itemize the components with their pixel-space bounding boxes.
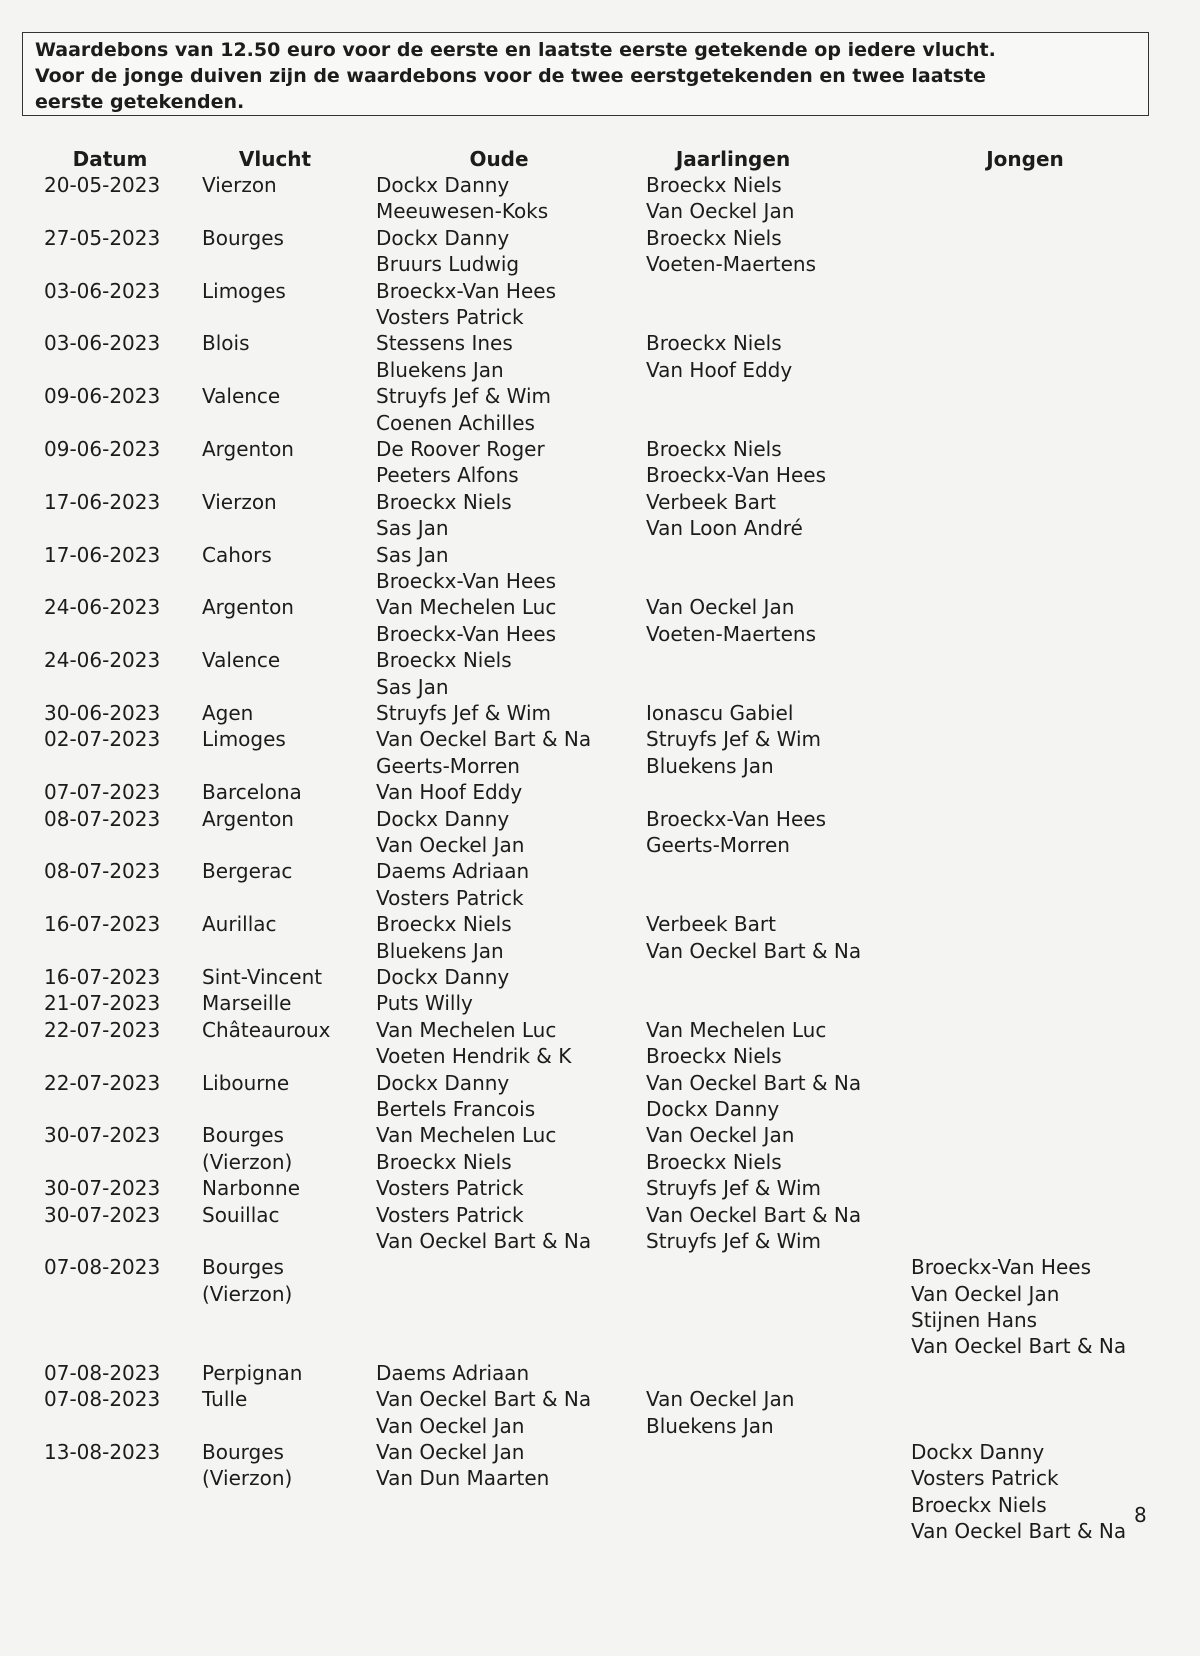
table-row: [0, 990, 1200, 1016]
cell-jaarlingen-line: Struyfs Jef & Wim: [646, 1176, 822, 1201]
cell-datum: [44, 1017, 160, 1043]
cell-datum: [44, 700, 160, 726]
cell-vlucht: [202, 330, 250, 356]
cell-oude-line: Dockx Danny: [376, 964, 510, 989]
cell-oude-line: Vosters Patrick: [376, 885, 524, 910]
cell-vlucht: [202, 806, 294, 832]
cell-jaarlingen: [646, 225, 816, 278]
table-row: [0, 1386, 1200, 1439]
cell-vlucht-line: Aurillac: [202, 912, 277, 937]
cell-vlucht-line: Bourges: [202, 1255, 284, 1280]
cell-datum-line: 08-07-2023: [44, 859, 161, 884]
cell-oude-line: Broeckx-Van Hees: [376, 568, 556, 593]
cell-datum-line: 08-07-2023: [44, 806, 161, 831]
cell-vlucht: [202, 858, 292, 884]
cell-jaarlingen-line: Voeten-Maertens: [646, 621, 816, 646]
cell-jaarlingen: [646, 172, 794, 225]
cell-vlucht: [202, 1439, 292, 1492]
cell-datum-line: 24-06-2023: [44, 648, 161, 673]
cell-oude-line: Van Mechelen Luc: [376, 1123, 557, 1148]
cell-oude: [376, 542, 556, 595]
cell-vlucht: [202, 700, 253, 726]
cell-oude-line: Vosters Patrick: [376, 1176, 524, 1201]
cell-jaarlingen: [646, 1070, 861, 1123]
cell-vlucht-line: Blois: [202, 331, 250, 356]
cell-datum-line: 30-06-2023: [44, 700, 161, 725]
cell-vlucht-line: Argenton: [202, 436, 294, 461]
notice-line: Voor de jonge duiven zijn de waardebons voor de twee eerstgetekenden en twee laatste: [35, 65, 986, 87]
cell-oude-line: Struyfs Jef & Wim: [376, 700, 552, 725]
cell-jaarlingen: [646, 594, 816, 647]
cell-datum: [44, 1202, 160, 1228]
cell-vlucht-line: Barcelona: [202, 780, 302, 805]
cell-vlucht-line: Souillac: [202, 1202, 280, 1227]
cell-vlucht: [202, 911, 277, 937]
cell-datum-line: 30-07-2023: [44, 1202, 161, 1227]
cell-datum: [44, 1439, 160, 1465]
table-row: [0, 330, 1200, 383]
cell-datum: [44, 1386, 160, 1412]
cell-oude-line: Dockx Danny: [376, 806, 510, 831]
voucher-notice-box: [22, 32, 1149, 116]
cell-jaarlingen-line: Verbeek Bart: [646, 912, 776, 937]
cell-oude-line: Peeters Alfons: [376, 463, 519, 488]
cell-jongen-line: Van Oeckel Jan: [911, 1281, 1060, 1306]
table-row: [0, 594, 1200, 647]
cell-vlucht-line: Libourne: [202, 1070, 290, 1095]
cell-jongen: [911, 1254, 1126, 1360]
cell-jaarlingen-line: Van Oeckel Bart & Na: [646, 1202, 862, 1227]
cell-vlucht-line: (Vierzon): [202, 1149, 293, 1174]
cell-jaarlingen: [646, 1386, 794, 1439]
cell-oude-line: Van Oeckel Bart & Na: [376, 1228, 592, 1253]
cell-oude-line: Broeckx Niels: [376, 489, 512, 514]
cell-oude-line: Broeckx Niels: [376, 648, 512, 673]
cell-vlucht-line: Cahors: [202, 542, 272, 567]
cell-oude-line: Bertels Francois: [376, 1096, 536, 1121]
cell-datum: [44, 779, 160, 805]
cell-vlucht: [202, 964, 322, 990]
cell-oude: [376, 1360, 529, 1386]
cell-jaarlingen: [646, 330, 792, 383]
cell-jaarlingen: [646, 911, 861, 964]
cell-datum: [44, 278, 160, 304]
cell-jaarlingen-line: Broeckx Niels: [646, 173, 782, 197]
cell-vlucht: [202, 1202, 280, 1228]
cell-oude: [376, 726, 591, 779]
cell-vlucht-line: Narbonne: [202, 1176, 301, 1201]
cell-datum-line: 22-07-2023: [44, 1070, 161, 1095]
cell-datum-line: 02-07-2023: [44, 727, 161, 752]
cell-vlucht-line: Vierzon: [202, 173, 277, 197]
cell-datum-line: 07-07-2023: [44, 780, 161, 805]
table-row: [0, 383, 1200, 436]
cell-oude: [376, 964, 509, 990]
cell-vlucht: [202, 594, 294, 620]
cell-oude-line: Broeckx Niels: [376, 1149, 512, 1174]
table-row: [0, 225, 1200, 278]
cell-jaarlingen-line: Struyfs Jef & Wim: [646, 1228, 822, 1253]
cell-jaarlingen-line: Van Oeckel Bart & Na: [646, 1070, 862, 1095]
table-row: [0, 1202, 1200, 1255]
cell-datum: [44, 330, 160, 356]
cell-jongen-line: Stijnen Hans: [911, 1308, 1038, 1333]
cell-vlucht-line: Châteauroux: [202, 1017, 331, 1042]
cell-oude: [376, 806, 524, 859]
cell-vlucht-line: Perpignan: [202, 1360, 303, 1385]
cell-datum: [44, 1175, 160, 1201]
cell-datum-line: 09-06-2023: [44, 436, 161, 461]
cell-vlucht-line: Tulle: [202, 1387, 248, 1412]
cell-jaarlingen-line: Van Oeckel Jan: [646, 595, 795, 620]
cell-vlucht-line: Agen: [202, 700, 254, 725]
cell-datum-line: 16-07-2023: [44, 964, 161, 989]
header-datum: Datum: [72, 147, 148, 171]
cell-jaarlingen-line: Voeten-Maertens: [646, 252, 816, 277]
table-row: [0, 489, 1200, 542]
cell-vlucht: [202, 726, 286, 752]
cell-vlucht: [202, 647, 280, 673]
cell-jongen-line: Broeckx-Van Hees: [911, 1255, 1091, 1280]
cell-datum-line: 07-08-2023: [44, 1360, 161, 1385]
cell-oude: [376, 278, 556, 331]
cell-oude: [376, 330, 513, 383]
cell-jaarlingen-line: Broeckx Niels: [646, 331, 782, 356]
cell-datum-line: 17-06-2023: [44, 489, 161, 514]
cell-jaarlingen-line: Geerts-Morren: [646, 832, 790, 857]
cell-oude-line: De Roover Roger: [376, 436, 545, 461]
cell-vlucht-line: Limoges: [202, 727, 286, 752]
cell-jaarlingen-line: Van Oeckel Bart & Na: [646, 938, 862, 963]
table-row: [0, 278, 1200, 331]
cell-oude-line: Voeten Hendrik & K: [376, 1044, 572, 1069]
header-oude: Oude: [469, 147, 529, 171]
cell-jaarlingen-line: Broeckx Niels: [646, 436, 782, 461]
cell-oude-line: Puts Willy: [376, 991, 473, 1016]
cell-vlucht: [202, 436, 294, 462]
notice-line: Waardebons van 12.50 euro voor de eerste en laatste eerste getekende op iedere vlucht.: [35, 39, 996, 61]
table-row: [0, 1175, 1200, 1201]
cell-jongen-line: Dockx Danny: [911, 1440, 1045, 1465]
header-jaarlingen: Jaarlingen: [675, 147, 791, 171]
cell-vlucht: [202, 1360, 302, 1386]
cell-oude-line: Bluekens Jan: [376, 357, 504, 382]
cell-datum: [44, 1122, 160, 1148]
cell-jaarlingen: [646, 806, 826, 859]
cell-vlucht: [202, 1386, 247, 1412]
cell-datum: [44, 964, 160, 990]
cell-oude-line: Van Dun Maarten: [376, 1466, 550, 1491]
cell-jaarlingen: [646, 436, 826, 489]
cell-oude-line: Van Oeckel Bart & Na: [376, 1387, 592, 1412]
cell-datum-line: 03-06-2023: [44, 331, 161, 356]
cell-oude: [376, 436, 545, 489]
cell-oude: [376, 700, 551, 726]
cell-oude: [376, 594, 556, 647]
cell-datum-line: 13-08-2023: [44, 1440, 161, 1465]
cell-jaarlingen-line: Bluekens Jan: [646, 753, 774, 778]
cell-oude: [376, 225, 519, 278]
cell-datum-line: 03-06-2023: [44, 278, 161, 303]
cell-oude-line: Sas Jan: [376, 542, 449, 567]
cell-oude-line: Dockx Danny: [376, 1070, 510, 1095]
cell-datum-line: 16-07-2023: [44, 912, 161, 937]
table-row: [0, 726, 1200, 779]
cell-oude: [376, 1017, 571, 1070]
cell-jaarlingen: [646, 1175, 821, 1201]
cell-vlucht: [202, 172, 277, 198]
cell-vlucht-line: (Vierzon): [202, 1281, 293, 1306]
cell-datum-line: 21-07-2023: [44, 991, 161, 1016]
cell-datum: [44, 383, 160, 409]
cell-datum: [44, 594, 160, 620]
cell-jaarlingen-line: Struyfs Jef & Wim: [646, 727, 822, 752]
cell-datum-line: 27-05-2023: [44, 225, 161, 250]
cell-datum-line: 22-07-2023: [44, 1017, 161, 1042]
cell-oude-line: Sas Jan: [376, 674, 449, 699]
cell-jaarlingen-line: Van Loon André: [646, 516, 803, 541]
cell-vlucht-line: Bourges: [202, 225, 284, 250]
cell-datum: [44, 225, 160, 251]
cell-jaarlingen: [646, 726, 821, 779]
cell-oude-line: Sas Jan: [376, 516, 449, 541]
cell-oude-line: Van Oeckel Jan: [376, 1440, 525, 1465]
cell-oude-line: Van Oeckel Jan: [376, 1413, 525, 1438]
cell-vlucht: [202, 1070, 289, 1096]
table-row: [0, 779, 1200, 805]
cell-vlucht-line: Sint-Vincent: [202, 964, 323, 989]
cell-oude-line: Meeuwesen-Koks: [376, 199, 549, 224]
cell-oude-line: Van Mechelen Luc: [376, 595, 557, 620]
cell-oude-line: Bluekens Jan: [376, 938, 504, 963]
cell-datum: [44, 436, 160, 462]
cell-oude: [376, 858, 529, 911]
cell-oude-line: Broeckx Niels: [376, 912, 512, 937]
cell-datum: [44, 806, 160, 832]
cell-datum: [44, 726, 160, 752]
table-row: [0, 1070, 1200, 1123]
table-row: [0, 806, 1200, 859]
table-row: [0, 911, 1200, 964]
cell-oude-line: Dockx Danny: [376, 173, 510, 197]
cell-datum: [44, 542, 160, 568]
cell-jaarlingen-line: Van Mechelen Luc: [646, 1017, 827, 1042]
table-row: [0, 964, 1200, 990]
results-table: [0, 172, 1200, 1545]
table-row: [0, 647, 1200, 700]
cell-vlucht-line: Argenton: [202, 806, 294, 831]
cell-jaarlingen-line: Broeckx Niels: [646, 1044, 782, 1069]
cell-vlucht-line: Argenton: [202, 595, 294, 620]
cell-oude: [376, 383, 551, 436]
cell-vlucht: [202, 990, 291, 1016]
cell-datum: [44, 172, 160, 198]
cell-oude: [376, 1175, 524, 1201]
cell-oude: [376, 1386, 591, 1439]
cell-vlucht-line: Bourges: [202, 1123, 284, 1148]
cell-datum: [44, 858, 160, 884]
cell-jongen-line: Van Oeckel Bart & Na: [911, 1334, 1127, 1359]
cell-vlucht: [202, 1017, 331, 1043]
cell-jaarlingen: [646, 1122, 794, 1175]
cell-vlucht: [202, 1175, 300, 1201]
cell-oude-line: Vosters Patrick: [376, 304, 524, 329]
cell-jaarlingen-line: Broeckx-Van Hees: [646, 806, 826, 831]
cell-jaarlingen: [646, 1202, 861, 1255]
cell-vlucht: [202, 1254, 292, 1307]
table-row: [0, 858, 1200, 911]
cell-oude: [376, 911, 512, 964]
cell-vlucht: [202, 489, 277, 515]
cell-datum-line: 09-06-2023: [44, 384, 161, 409]
cell-jaarlingen-line: Broeckx Niels: [646, 1149, 782, 1174]
cell-oude-line: Van Mechelen Luc: [376, 1017, 557, 1042]
cell-vlucht-line: Marseille: [202, 991, 292, 1016]
cell-jaarlingen-line: Van Oeckel Jan: [646, 199, 795, 224]
cell-vlucht: [202, 383, 280, 409]
cell-jongen-line: Broeckx Niels: [911, 1492, 1047, 1517]
cell-jaarlingen-line: Van Oeckel Jan: [646, 1387, 795, 1412]
cell-datum-line: 07-08-2023: [44, 1255, 161, 1280]
cell-jaarlingen-line: Verbeek Bart: [646, 489, 776, 514]
cell-vlucht-line: Limoges: [202, 278, 286, 303]
cell-oude: [376, 779, 522, 805]
cell-oude-line: Van Hoof Eddy: [376, 780, 523, 805]
cell-datum: [44, 1254, 160, 1280]
cell-jaarlingen-line: Dockx Danny: [646, 1096, 780, 1121]
cell-oude: [376, 1202, 591, 1255]
cell-datum-line: 30-07-2023: [44, 1176, 161, 1201]
cell-vlucht-line: Vierzon: [202, 489, 277, 514]
cell-oude: [376, 990, 473, 1016]
table-row: [0, 1254, 1200, 1360]
cell-jaarlingen-line: Broeckx Niels: [646, 225, 782, 250]
cell-oude-line: Daems Adriaan: [376, 859, 530, 884]
cell-datum-line: 24-06-2023: [44, 595, 161, 620]
table-row: [0, 542, 1200, 595]
cell-oude-line: Van Oeckel Bart & Na: [376, 727, 592, 752]
cell-datum: [44, 1070, 160, 1096]
header-jongen: Jongen: [986, 147, 1064, 171]
cell-oude-line: Stessens Ines: [376, 331, 513, 356]
cell-oude-line: Daems Adriaan: [376, 1360, 530, 1385]
cell-datum: [44, 647, 160, 673]
cell-oude-line: Broeckx-Van Hees: [376, 278, 556, 303]
table-row: [0, 172, 1200, 225]
cell-jaarlingen: [646, 489, 803, 542]
cell-datum-line: 07-08-2023: [44, 1387, 161, 1412]
cell-datum: [44, 911, 160, 937]
cell-vlucht-line: Bourges: [202, 1440, 284, 1465]
cell-vlucht: [202, 542, 272, 568]
cell-oude: [376, 647, 512, 700]
page-number: 8: [1134, 1503, 1147, 1527]
cell-oude: [376, 1439, 549, 1492]
notice-line: eerste getekenden.: [35, 91, 245, 113]
cell-oude-line: Struyfs Jef & Wim: [376, 384, 552, 409]
cell-jongen: [911, 1439, 1126, 1545]
cell-oude-line: Vosters Patrick: [376, 1202, 524, 1227]
table-row: [0, 700, 1200, 726]
cell-vlucht-line: Valence: [202, 648, 281, 673]
cell-jaarlingen: [646, 700, 793, 726]
cell-datum: [44, 990, 160, 1016]
header-vlucht: Vlucht: [238, 147, 312, 171]
cell-oude-line: Bruurs Ludwig: [376, 252, 520, 277]
cell-vlucht: [202, 278, 286, 304]
cell-jaarlingen-line: Van Hoof Eddy: [646, 357, 793, 382]
cell-jaarlingen-line: Ionascu Gabiel: [646, 700, 794, 725]
cell-oude: [376, 1122, 556, 1175]
cell-oude: [376, 489, 512, 542]
cell-oude: [376, 172, 548, 225]
cell-oude-line: Dockx Danny: [376, 225, 510, 250]
cell-vlucht: [202, 225, 284, 251]
cell-datum-line: 30-07-2023: [44, 1123, 161, 1148]
cell-oude-line: Geerts-Morren: [376, 753, 520, 778]
cell-oude-line: Coenen Achilles: [376, 410, 535, 435]
cell-jongen-line: Vosters Patrick: [911, 1466, 1059, 1491]
cell-datum-line: 20-05-2023: [44, 173, 161, 197]
cell-oude-line: Van Oeckel Jan: [376, 832, 525, 857]
cell-jaarlingen-line: Broeckx-Van Hees: [646, 463, 826, 488]
cell-oude-line: Broeckx-Van Hees: [376, 621, 556, 646]
table-row: [0, 1360, 1200, 1386]
table-row: [0, 1439, 1200, 1545]
table-row: [0, 1122, 1200, 1175]
cell-jaarlingen: [646, 1017, 826, 1070]
cell-vlucht: [202, 779, 302, 805]
cell-vlucht-line: (Vierzon): [202, 1466, 293, 1491]
table-row: [0, 1017, 1200, 1070]
cell-vlucht: [202, 1122, 292, 1175]
cell-datum: [44, 1360, 160, 1386]
cell-vlucht-line: Valence: [202, 384, 281, 409]
cell-datum-line: 17-06-2023: [44, 542, 161, 567]
cell-vlucht-line: Bergerac: [202, 859, 293, 884]
cell-jaarlingen-line: Bluekens Jan: [646, 1413, 774, 1438]
cell-oude: [376, 1070, 535, 1123]
cell-jongen-line: Van Oeckel Bart & Na: [911, 1519, 1127, 1544]
cell-jaarlingen-line: Van Oeckel Jan: [646, 1123, 795, 1148]
table-row: [0, 436, 1200, 489]
cell-datum: [44, 489, 160, 515]
